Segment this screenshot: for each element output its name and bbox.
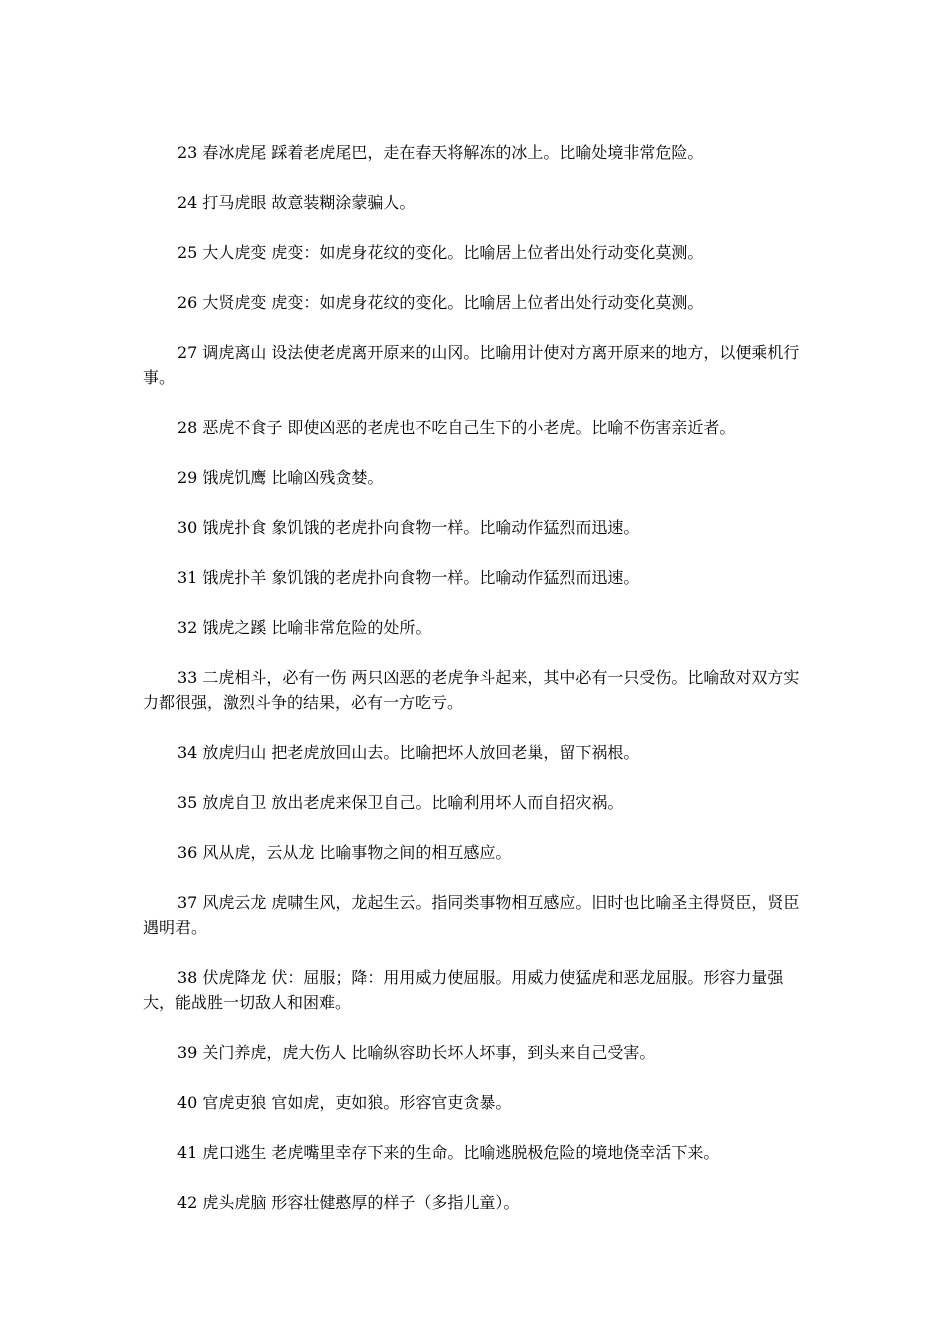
- idiom-definition: 象饥饿的老虎扑向食物一样。比喻动作猛烈而迅速。: [271, 568, 640, 587]
- idiom-term: 风虎云龙: [202, 893, 267, 912]
- idiom-entry: [143, 340, 815, 390]
- idiom-definition: 即使凶恶的老虎也不吃自己生下的小老虎。比喻不伤害亲近者。: [287, 418, 736, 437]
- idiom-definition: 放出老虎来保卫自己。比喻利用坏人而自招灾祸。: [271, 793, 624, 812]
- entry-number: 27: [177, 343, 198, 362]
- entry-number: 42: [177, 1193, 198, 1212]
- idiom-term: 饿虎扑羊: [202, 568, 267, 587]
- entry-number: 26: [177, 293, 198, 312]
- idiom-definition: 老虎嘴里幸存下来的生命。比喻逃脱极危险的境地侥幸活下来。: [271, 1143, 720, 1162]
- entry-number: 32: [177, 618, 198, 637]
- idiom-definition: 比喻非常危险的处所。: [271, 618, 432, 637]
- entry-number: 33: [177, 668, 198, 687]
- idiom-entry: [143, 240, 815, 265]
- idiom-term: 放虎归山: [202, 743, 267, 762]
- idiom-term: 调虎离山: [202, 343, 267, 362]
- entry-number: 36: [177, 843, 198, 862]
- entry-number: 25: [177, 243, 198, 262]
- idiom-term: 春冰虎尾: [202, 143, 267, 162]
- idiom-entry: [143, 1090, 815, 1115]
- idiom-definition: 象饥饿的老虎扑向食物一样。比喻动作猛烈而迅速。: [271, 518, 640, 537]
- idiom-definition: 伏：屈服；降：用用威力使屈服。用威力使猛虎和恶龙屈服。形容力量强大，能战胜一切敌人和困难。: [143, 968, 784, 1012]
- entry-number: 28: [177, 418, 198, 437]
- idiom-term: 关门养虎，虎大伤人: [202, 1043, 347, 1062]
- idiom-term: 官虎吏狼: [202, 1093, 267, 1112]
- idiom-entry: [143, 615, 815, 640]
- idiom-definition: 设法使老虎离开原来的山冈。比喻用计使对方离开原来的地方，以便乘机行事。: [143, 343, 800, 387]
- entry-number: 30: [177, 518, 198, 537]
- idiom-entry: [143, 1040, 815, 1065]
- idiom-entry: [143, 415, 815, 440]
- idiom-term: 饿虎扑食: [202, 518, 267, 537]
- entry-number: 24: [177, 193, 198, 212]
- idiom-entry: [143, 290, 815, 315]
- entry-number: 35: [177, 793, 198, 812]
- idiom-definition: 比喻纵容助长坏人坏事，到头来自己受害。: [351, 1043, 656, 1062]
- idiom-entry: [143, 515, 815, 540]
- idiom-entry: [143, 890, 815, 940]
- idiom-entry: [143, 140, 815, 165]
- idiom-definition: 故意装糊涂蒙骗人。: [271, 193, 416, 212]
- idiom-entry: [143, 190, 815, 215]
- idiom-definition: 比喻事物之间的相互感应。: [319, 843, 512, 862]
- entry-number: 31: [177, 568, 198, 587]
- entry-number: 23: [177, 143, 198, 162]
- idiom-entry: [143, 790, 815, 815]
- idiom-definition: 虎变：如虎身花纹的变化。比喻居上位者出处行动变化莫测。: [271, 293, 704, 312]
- entry-number: 37: [177, 893, 198, 912]
- idiom-term: 伏虎降龙: [202, 968, 267, 987]
- idiom-term: 大贤虎变: [202, 293, 267, 312]
- idiom-term: 虎口逃生: [202, 1143, 267, 1162]
- idiom-list: [143, 140, 815, 1240]
- idiom-entry: [143, 1190, 815, 1215]
- entry-number: 41: [177, 1143, 198, 1162]
- entry-number: 34: [177, 743, 198, 762]
- idiom-entry: [143, 665, 815, 715]
- idiom-term: 打马虎眼: [202, 193, 267, 212]
- idiom-term: 风从虎，云从龙: [202, 843, 315, 862]
- idiom-definition: 把老虎放回山去。比喻把坏人放回老巢，留下祸根。: [271, 743, 640, 762]
- idiom-term: 放虎自卫: [202, 793, 267, 812]
- idiom-definition: 踩着老虎尾巴，走在春天将解冻的冰上。比喻处境非常危险。: [271, 143, 704, 162]
- idiom-term: 恶虎不食子: [202, 418, 283, 437]
- idiom-definition: 比喻凶残贪婪。: [271, 468, 384, 487]
- idiom-term: 大人虎变: [202, 243, 267, 262]
- idiom-entry: [143, 465, 815, 490]
- idiom-definition: 虎啸生风，龙起生云。指同类事物相互感应。旧时也比喻圣主得贤臣，贤臣遇明君。: [143, 893, 800, 937]
- idiom-term: 饿虎之蹊: [202, 618, 267, 637]
- idiom-definition: 两只凶恶的老虎争斗起来，其中必有一只受伤。比喻敌对双方实力都很强，激烈斗争的结果，必有一方吃亏。: [143, 668, 800, 712]
- entry-number: 39: [177, 1043, 198, 1062]
- entry-number: 38: [177, 968, 198, 987]
- entry-number: 40: [177, 1093, 198, 1112]
- idiom-entry: [143, 740, 815, 765]
- idiom-definition: 虎变：如虎身花纹的变化。比喻居上位者出处行动变化莫测。: [271, 243, 704, 262]
- idiom-definition: 形容壮健憨厚的样子（多指儿童）。: [271, 1193, 520, 1212]
- idiom-term: 虎头虎脑: [202, 1193, 267, 1212]
- idiom-term: 二虎相斗，必有一伤: [202, 668, 347, 687]
- entry-number: 29: [177, 468, 198, 487]
- idiom-entry: [143, 1140, 815, 1165]
- idiom-entry: [143, 565, 815, 590]
- idiom-term: 饿虎饥鹰: [202, 468, 267, 487]
- idiom-entry: [143, 840, 815, 865]
- idiom-entry: [143, 965, 815, 1015]
- idiom-definition: 官如虎，吏如狼。形容官吏贪暴。: [271, 1093, 512, 1112]
